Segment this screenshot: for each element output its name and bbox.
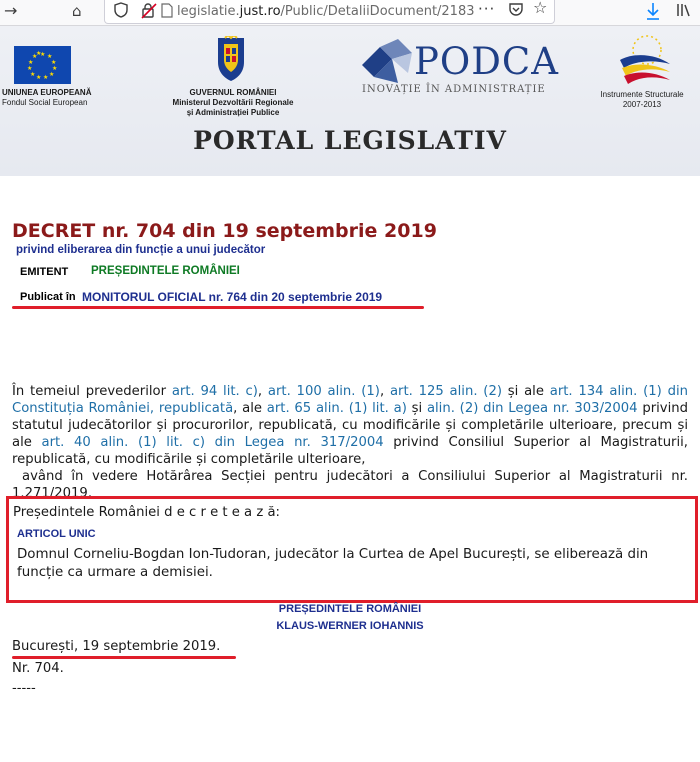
download-icon[interactable] (646, 2, 660, 24)
article-label: ARTICOL UNIC (17, 528, 96, 540)
preamble-text: În temeiul prevederilor art. 94 lit. c), art. 100 alin. (1), art. 125 alin. (2) și ale art. 134 alin. (1) din Constituția României, republicată, ale art. 65 alin. (1) lit. a) și alin. (2) din Legea nr. 303/2004 privind statutul judecătorilor și procurorilor, republicată, cu modificările și completările ulterioare, precum și ale art. 40 alin. (1) lit. c) din Legea nr. 317/2004 privind Consiliul Superior al Magistraturii, republicată, cu modificările și completările ulterioare, având în vedere Hotărârea Secției pentru judecători a Consiliului Superior al Magistraturii nr. 1.271/2019, (12, 384, 689, 501)
link-art-125[interactable]: art. 125 alin. (2) (389, 384, 502, 399)
link-art-94[interactable]: art. 94 lit. c) (171, 384, 258, 399)
government-caption: GUVERNUL ROMÂNIEI Ministerul Dezvoltării Regionale și Administrației Publice (172, 88, 294, 117)
eu-flag-logo: ★ ★ ★ ★ ★ ★ ★ ★ ★ ★ ★ ★ (14, 46, 71, 84)
home-icon[interactable]: ⌂ (72, 2, 82, 20)
emitent-value: PREȘEDINTELE ROMÂNIEI (91, 265, 240, 277)
emitent-label: EMITENT (20, 266, 69, 278)
structural-instruments-logo (616, 34, 674, 88)
signature-name: KLAUS-WERNER IOHANNIS (276, 620, 424, 632)
structural-instruments-caption: Instrumente Structurale 2007-2013 (600, 90, 684, 109)
link-legea-303-2004[interactable]: alin. (2) din Legea nr. 303/2004 (426, 401, 638, 416)
insecure-connection-icon[interactable] (141, 2, 157, 23)
romanian-crest-logo (214, 36, 248, 82)
document-title: DECRET nr. 704 din 19 septembrie 2019 (12, 220, 437, 242)
document-subtitle: privind eliberarea din funcție a unui judecător (16, 244, 266, 256)
red-underline-annotation (12, 306, 424, 309)
link-art-65[interactable]: art. 65 alin. (1) lit. a) (266, 401, 407, 416)
page-actions-icon[interactable]: ··· (478, 0, 496, 18)
separator: ----- (12, 681, 36, 696)
url-text[interactable]: legislatie.just.ro/Public/DetaliiDocument/2183 (177, 4, 475, 19)
decree-intro: Președintele României d e c r e t e a z ă: (13, 505, 280, 520)
link-art-100[interactable]: art. 100 alin. (1) (267, 384, 380, 399)
place-date: București, 19 septembrie 2019. (12, 639, 221, 654)
signature-title: PREȘEDINTELE ROMÂNIEI (278, 603, 422, 615)
link-art-134-constitutie[interactable]: art. 134 alin. (1) din Constituția României, republicată (12, 384, 688, 416)
shield-icon[interactable] (114, 2, 128, 22)
link-legea-317-2004[interactable]: art. 40 alin. (1) lit. c) din Legea nr. 317/2004 (41, 435, 384, 450)
browser-toolbar (0, 0, 700, 26)
eu-caption: UNIUNEA EUROPEANĂ Fondul Social European (2, 88, 92, 107)
pocket-icon[interactable] (508, 2, 524, 21)
monitorul-oficial-link[interactable]: MONITORUL OFICIAL nr. 764 din 20 septembrie 2019 (82, 290, 383, 304)
chevron-right-icon[interactable]: → (4, 1, 18, 20)
article-text: Domnul Corneliu-Bogdan Ion-Tudoran, judecător la Curtea de Apel București, se eliberează din funcție ca urmare a demisiei. (17, 547, 649, 580)
podca-tagline: INOVAȚIE ÎN ADMINISTRAȚIE (362, 84, 546, 95)
published-label: Publicat în (20, 291, 76, 303)
bookmark-star-icon[interactable]: ☆ (533, 0, 548, 17)
red-underline-annotation-2 (12, 656, 236, 659)
podca-logo-mark (362, 39, 412, 89)
portal-title: PORTAL LEGISLATIV (193, 126, 507, 155)
preamble-hotarare: având în vedere Hotărârea Secției pentru judecători a Consiliului Superior al Magistraturii nr. 1.271/2019, (12, 469, 688, 501)
address-bar[interactable] (104, 0, 555, 24)
library-icon[interactable] (676, 2, 692, 22)
decree-number: Nr. 704. (12, 661, 64, 676)
portal-header (0, 26, 700, 176)
podca-wordmark: PODCA (414, 40, 559, 83)
page-info-icon[interactable] (161, 3, 173, 22)
